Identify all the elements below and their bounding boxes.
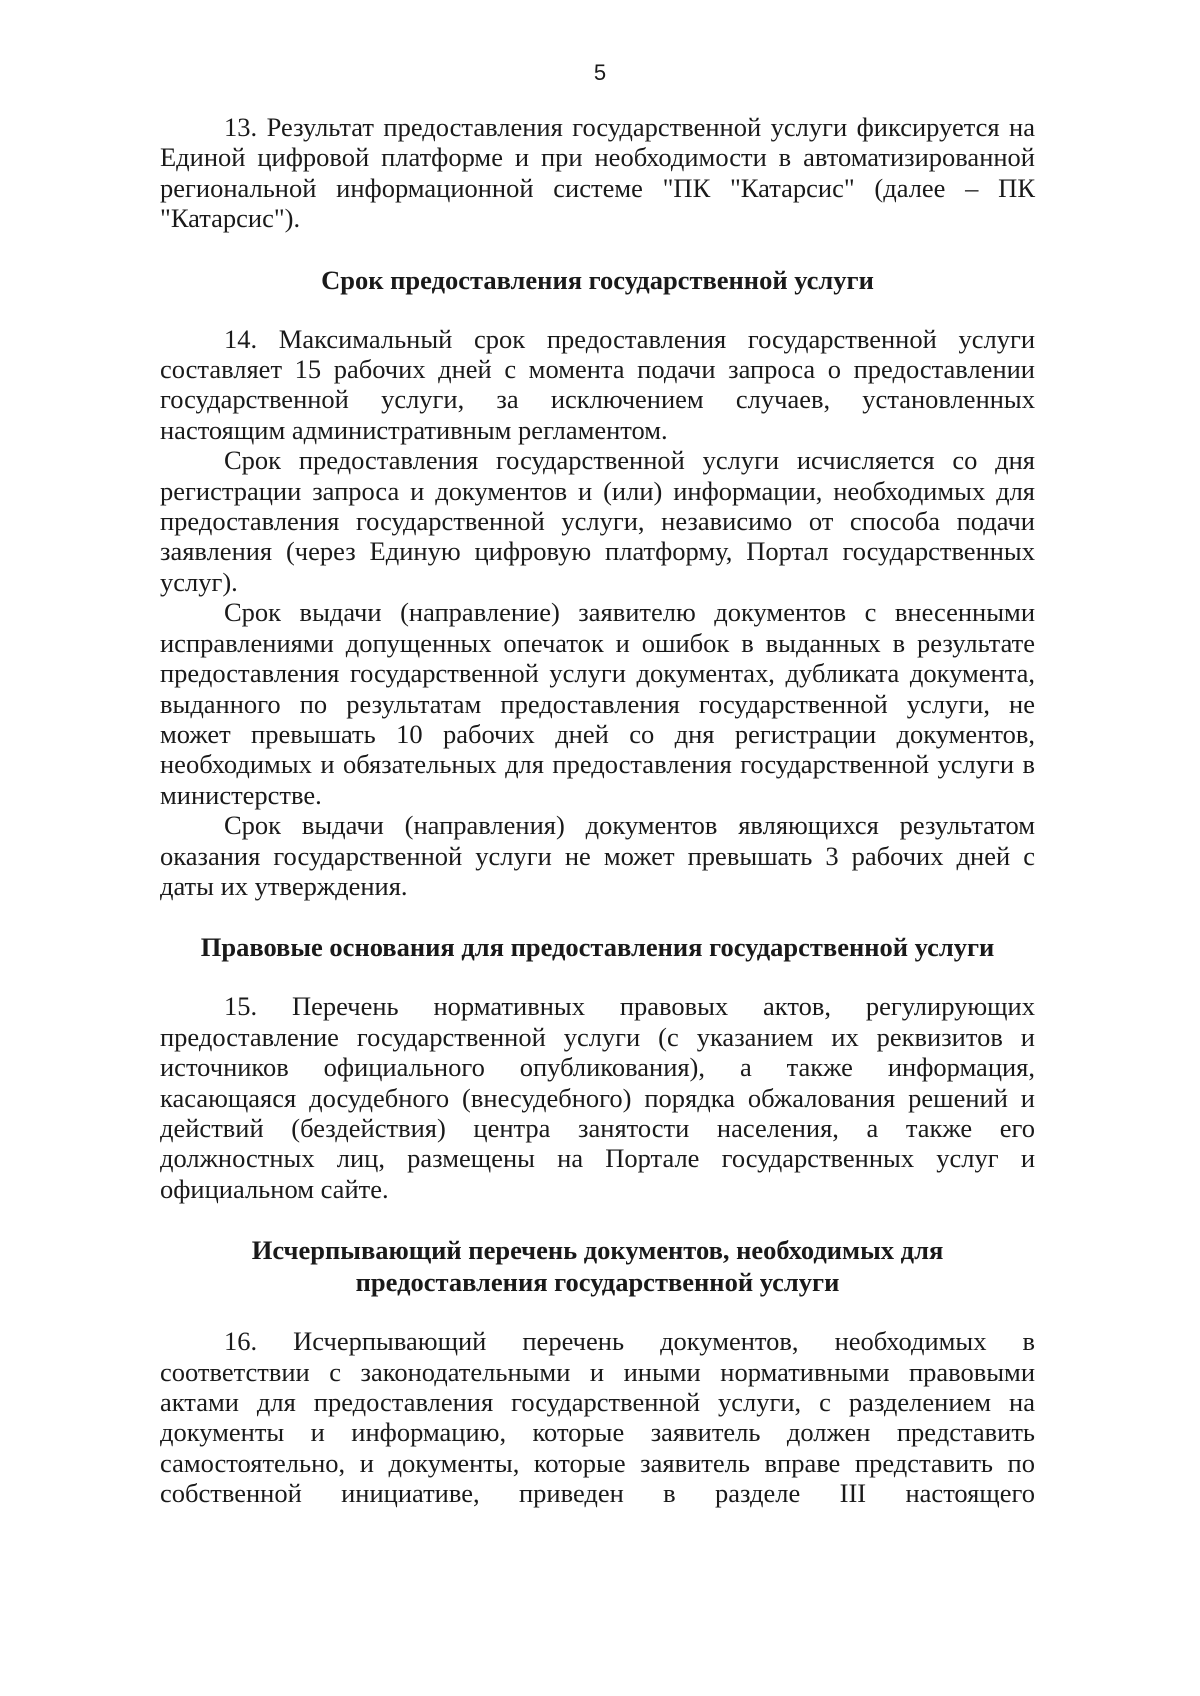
heading-documents-line-2: предоставления государственной услуги	[355, 1267, 840, 1298]
heading-service-term: Срок предоставления государственной услуги	[321, 264, 874, 295]
page-number: 5	[593, 60, 607, 85]
paragraph-16: 16. Исчерпывающий перечень документов, необходимых в соответствии с законодательными и иными нормативными правовыми актами для предоставления государственной услуги, с разделением на документы и информацию, которые заявитель должен представить самостоятельно, и документы, которые заявитель вправе представить по собственной инициативе, приведен в разделе III настоящего	[160, 1326, 1035, 1509]
document-body	[160, 112, 1035, 1509]
paragraph-15: 15. Перечень нормативных правовых актов, регулирующих предоставление государственной услуги (с указанием их реквизитов и источников официального опубликования), а также информация, касающаяся досудебного (внесудебного) порядка обжалования решений и действий (бездействия) центра занятости населения, а также его должностных лиц, размещены на Портале государственных услуг и официальном сайте.	[160, 991, 1035, 1204]
heading-documents-line-1: Исчерпывающий перечень документов, необходимых для	[251, 1235, 944, 1266]
paragraph-14-term-calc: Срок предоставления государственной услуги исчисляется со дня регистрации запроса и документов и (или) информации, необходимых для предоставления государственной услуги, независимо от способа подачи заявления (через Единую цифровую платформу, Портал государственных услуг).	[160, 445, 1035, 597]
paragraph-13: 13. Результат предоставления государственной услуги фиксируется на Единой цифровой платформе и при необходимости в автоматизированной региональной информационной системе "ПК "Катарсис" (далее – ПК "Катарсис").	[160, 112, 1035, 234]
paragraph-14-result-term: Срок выдачи (направления) документов являющихся результатом оказания государственной услуги не может превышать 3 рабочих дней с даты их утверждения.	[160, 810, 1035, 901]
paragraph-14: 14. Максимальный срок предоставления государственной услуги составляет 15 рабочих дней с момента подачи запроса о предоставлении государственной услуги, за исключением случаев, установленных настоящим административным регламентом.	[160, 323, 1035, 445]
heading-legal-grounds: Правовые основания для предоставления государственной услуги	[200, 932, 995, 963]
heading-documents-list	[160, 1234, 1035, 1298]
paragraph-14-corrections-term: Срок выдачи (направление) заявителю документов с внесенными исправлениями допущенных опечаток и ошибок в выданных в результате предоставления государственной услуги документах, дубликата документа, выданного по результатам предоставления государственной услуги, не может превышать 10 рабочих дней со дня регистрации документов, необходимых и обязательных для предоставления государственной услуги в министерстве.	[160, 597, 1035, 810]
